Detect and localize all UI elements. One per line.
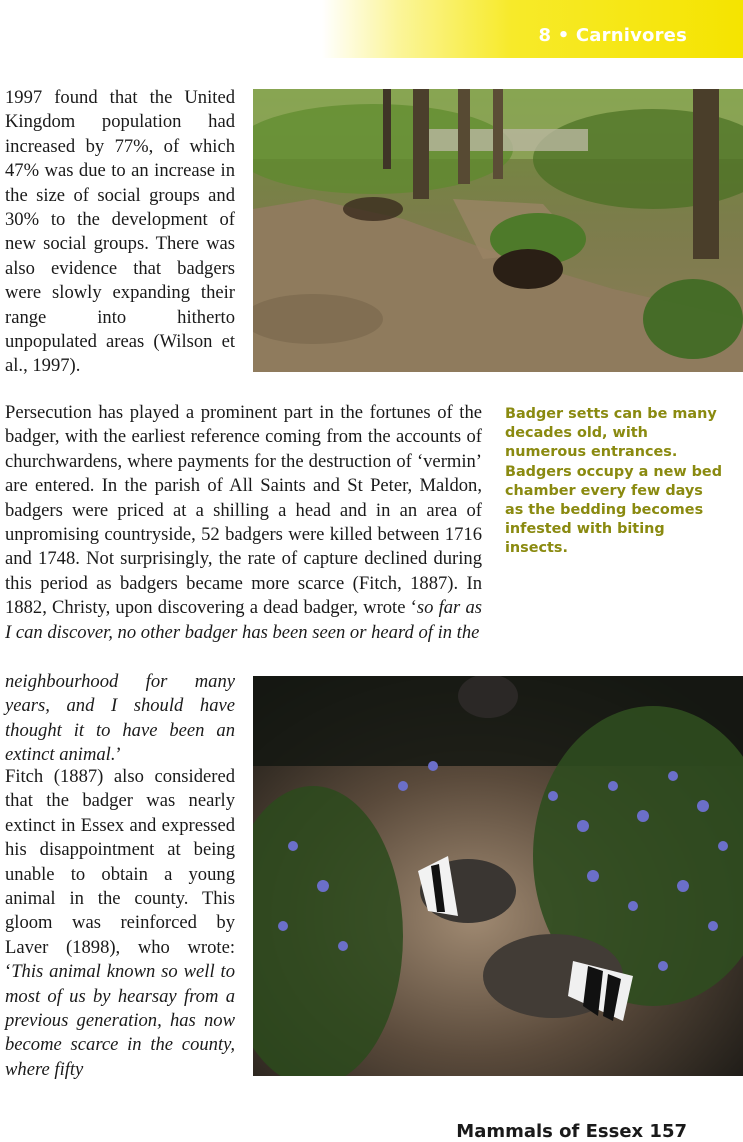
page-footer: Mammals of Essex 157 (456, 1121, 687, 1142)
paragraph-2-quote-b: neighbourhood for many years, and I should have thought it to have been an extinct animal. (5, 671, 235, 766)
body-paragraph-2 (5, 401, 482, 645)
badger-sett-photo (253, 89, 743, 372)
body-paragraph-1: 1997 found that the United Kingdom population had increased by 77%, of which 47% was due to an increase in the size of social groups and 30% to the development of new social groups. There was also evidence that badgers were slowly expanding their range into hitherto unpopulated areas (Wilson et al., 1997). (5, 87, 235, 377)
paragraph-2-text: Persecution has played a prominent part in the fortunes of the badger, with the earliest reference coming from the accounts of churchwardens, where payments for the destruction of ‘vermin’ are entered. In the parish of All Saints and St Peter, Maldon, badgers were priced at a shilling a head and in an area of unpromising countryside, 52 badgers were killed between 1716 and 1748. Not surprisingly, the rate of capture declined during this period as badgers became more scarce (Fitch, 1887). In 1882, Christy, upon discovering a dead badger, wrote ‘ (5, 402, 482, 619)
chapter-title: 8 • Carnivores (538, 25, 687, 46)
photo-caption: Badger setts can be many decades old, with numerous entrances. Badgers occupy a new bed chamber every few days as the bedding becomes infested with biting insects. (505, 406, 722, 557)
paragraph-2-quote-a: so far as I can discover, no other badger has been seen or heard of in the (5, 597, 483, 643)
paragraph-3-text: Fitch (1887) also considered that the badger was nearly extinct in Essex and expressed his disappointment at being unable to obtain a young animal in the county. This gloom was reinforced by Laver (1898), who wrote: ‘ (5, 766, 235, 983)
body-paragraph-3 (5, 765, 235, 1082)
badgers-bluebells-photo (253, 676, 743, 1076)
paragraph-3-quote: This animal known so well to most of us by hearsay from a previous generation, has now become scarce in the county, where fifty (5, 961, 235, 1080)
body-paragraph-2-continued (5, 670, 235, 768)
paragraph-2-close-quote: ’ (115, 744, 122, 766)
